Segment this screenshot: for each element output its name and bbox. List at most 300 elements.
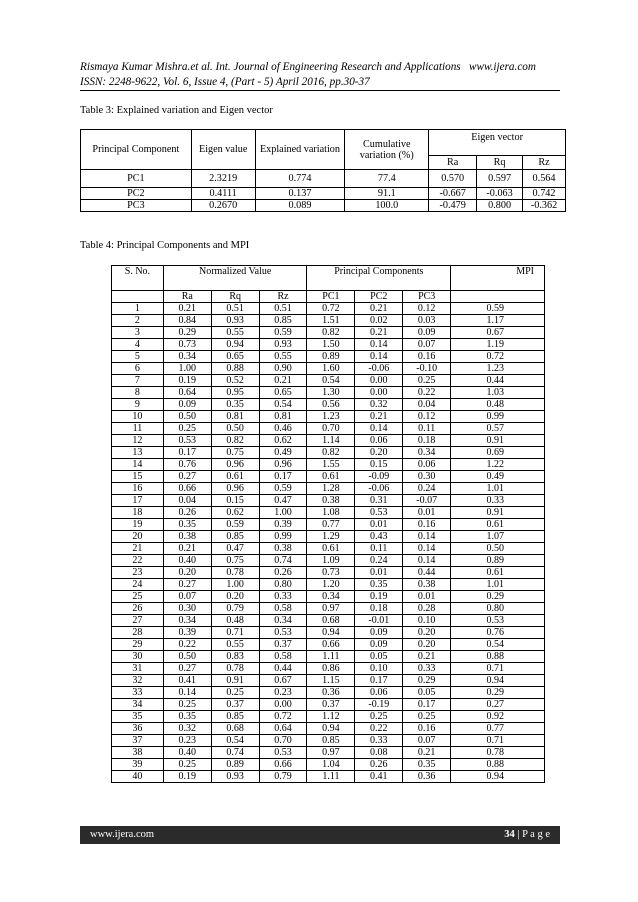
- table-cell: 0.26: [355, 759, 403, 771]
- table-cell: 0.62: [259, 435, 307, 447]
- table-row: [112, 471, 545, 483]
- table-cell: 0.00: [259, 699, 307, 711]
- table-cell: 0.89: [307, 351, 355, 363]
- table-cell: 1.23: [307, 411, 355, 423]
- table-cell: 0.19: [163, 771, 211, 783]
- table-cell: 0.83: [211, 651, 259, 663]
- table-cell: -0.07: [403, 495, 451, 507]
- table-cell: 0.76: [163, 459, 211, 471]
- table-cell: 0.27: [163, 579, 211, 591]
- table-row: [112, 435, 545, 447]
- table-cell: 0.50: [163, 651, 211, 663]
- table-cell: 0.35: [163, 519, 211, 531]
- table-cell: 0.85: [307, 735, 355, 747]
- table-row: [112, 363, 545, 375]
- table-row: [81, 188, 566, 200]
- table-cell: 0.05: [403, 687, 451, 699]
- table-cell: 1.23: [451, 363, 545, 375]
- table-cell: 0.089: [255, 200, 345, 212]
- table-cell: 0.597: [477, 170, 523, 188]
- th-pc3: PC3: [403, 291, 451, 303]
- table-cell: 0.82: [307, 447, 355, 459]
- table-cell: 0.09: [403, 327, 451, 339]
- table-row: [112, 615, 545, 627]
- header-divider: [80, 90, 560, 91]
- th-empty: [451, 291, 545, 303]
- table-cell: 0.71: [451, 663, 545, 675]
- table-cell: 0.88: [451, 759, 545, 771]
- table-cell: 0.32: [355, 399, 403, 411]
- table-cell: 1: [112, 303, 164, 315]
- table-cell: 0.81: [211, 411, 259, 423]
- table-cell: 0.33: [403, 663, 451, 675]
- table-cell: PC2: [81, 188, 192, 200]
- table-cell: 22: [112, 555, 164, 567]
- table-cell: 0.91: [451, 507, 545, 519]
- table-cell: 0.09: [355, 639, 403, 651]
- table-cell: 0.31: [355, 495, 403, 507]
- table-cell: 0.92: [451, 711, 545, 723]
- table-cell: 0.00: [355, 387, 403, 399]
- table-cell: 0.67: [259, 675, 307, 687]
- table-row: [81, 200, 566, 212]
- table-row: [112, 675, 545, 687]
- table-cell: 0.30: [163, 603, 211, 615]
- table-cell: 0.21: [403, 651, 451, 663]
- table-row: [112, 483, 545, 495]
- table-cell: 0.29: [403, 675, 451, 687]
- th-ra: Ra: [163, 291, 211, 303]
- table-cell: 38: [112, 747, 164, 759]
- table-cell: 0.51: [211, 303, 259, 315]
- table-cell: 0.96: [211, 483, 259, 495]
- table-row: [112, 459, 545, 471]
- table-cell: 0.4111: [191, 188, 255, 200]
- table-row: [112, 651, 545, 663]
- table-cell: 1.50: [307, 339, 355, 351]
- table-cell: 18: [112, 507, 164, 519]
- table-cell: 1.00: [211, 579, 259, 591]
- table-cell: 0.72: [451, 351, 545, 363]
- table-cell: 0.21: [355, 411, 403, 423]
- table-cell: 0.07: [403, 339, 451, 351]
- table-cell: -0.06: [355, 363, 403, 375]
- citation-text: Rismaya Kumar Mishra.et al. Int. Journal of Engineering Research and Applications: [80, 61, 461, 73]
- table-cell: 0.40: [163, 747, 211, 759]
- table-cell: 0.78: [211, 567, 259, 579]
- table-cell: 0.93: [211, 771, 259, 783]
- table-row: [112, 339, 545, 351]
- table-cell: 0.75: [211, 447, 259, 459]
- table-cell: 30: [112, 651, 164, 663]
- table-row: [112, 747, 545, 759]
- table-cell: -0.10: [403, 363, 451, 375]
- table-cell: -0.479: [429, 200, 477, 212]
- table-cell: 0.14: [403, 543, 451, 555]
- table-cell: 0.74: [259, 555, 307, 567]
- table-cell: 14: [112, 459, 164, 471]
- table-cell: 0.44: [403, 567, 451, 579]
- table-cell: 0.47: [211, 543, 259, 555]
- table-cell: 0.91: [211, 675, 259, 687]
- table-cell: 0.21: [355, 303, 403, 315]
- table-cell: 0.34: [163, 615, 211, 627]
- table-cell: 0.17: [355, 675, 403, 687]
- table-cell: 0.14: [403, 531, 451, 543]
- table-cell: 40: [112, 771, 164, 783]
- table-cell: 0.11: [355, 543, 403, 555]
- table-cell: 0.22: [355, 723, 403, 735]
- th-pc2: PC2: [355, 291, 403, 303]
- citation-line: [80, 60, 560, 75]
- table-cell: 0.49: [259, 447, 307, 459]
- table-cell: 15: [112, 471, 164, 483]
- table-cell: 1.11: [307, 651, 355, 663]
- table-row: [112, 591, 545, 603]
- th-empty: [112, 291, 164, 303]
- table-cell: 0.14: [355, 351, 403, 363]
- table-cell: 34: [112, 699, 164, 711]
- table-cell: 0.59: [211, 519, 259, 531]
- table-cell: 0.53: [451, 615, 545, 627]
- table-row: [112, 531, 545, 543]
- th-cumulative-variation: Cumulative variation (%): [345, 130, 429, 170]
- table-cell: 0.56: [307, 399, 355, 411]
- table-cell: 0.41: [355, 771, 403, 783]
- table-cell: 25: [112, 591, 164, 603]
- table-cell: 0.66: [163, 483, 211, 495]
- table-cell: 0.97: [307, 747, 355, 759]
- table-cell: 0.70: [259, 735, 307, 747]
- table-cell: 0.91: [451, 435, 545, 447]
- table-cell: 1.09: [307, 555, 355, 567]
- table-cell: 0.51: [259, 303, 307, 315]
- table-cell: 0.54: [451, 639, 545, 651]
- table-row: [112, 735, 545, 747]
- table-cell: 0.77: [451, 723, 545, 735]
- table-cell: 0.14: [163, 687, 211, 699]
- th-normalized-value: Normalized Value: [163, 266, 307, 291]
- table-cell: 0.61: [451, 519, 545, 531]
- page-label: | P a g e: [517, 829, 550, 840]
- table-cell: 24: [112, 579, 164, 591]
- table-cell: 0.20: [355, 447, 403, 459]
- table-cell: 0.65: [259, 387, 307, 399]
- journal-header: [80, 60, 560, 89]
- table-cell: 23: [112, 567, 164, 579]
- page-footer: [80, 826, 560, 844]
- table-cell: 4: [112, 339, 164, 351]
- table-cell: 2.3219: [191, 170, 255, 188]
- table-cell: 0.38: [259, 543, 307, 555]
- table-cell: 0.21: [163, 543, 211, 555]
- table4: [111, 265, 545, 783]
- table-row: [112, 567, 545, 579]
- table-cell: 0.54: [259, 399, 307, 411]
- table-cell: 0.59: [451, 303, 545, 315]
- table-cell: 0.71: [451, 735, 545, 747]
- table-cell: 0.29: [163, 327, 211, 339]
- table-cell: 0.25: [403, 375, 451, 387]
- table-cell: 0.61: [307, 471, 355, 483]
- table-cell: 0.88: [451, 651, 545, 663]
- table-row: [112, 315, 545, 327]
- table-cell: 0.94: [211, 339, 259, 351]
- table-cell: 0.29: [451, 687, 545, 699]
- table-cell: 0.35: [211, 399, 259, 411]
- th-principal-component: Principal Component: [81, 130, 192, 170]
- table-cell: 0.40: [163, 555, 211, 567]
- table-cell: 0.90: [259, 363, 307, 375]
- table-row: [112, 711, 545, 723]
- table-cell: 0.53: [259, 627, 307, 639]
- table-cell: 10: [112, 411, 164, 423]
- table-cell: 0.88: [211, 363, 259, 375]
- table-cell: 0.75: [211, 555, 259, 567]
- table-cell: 91.1: [345, 188, 429, 200]
- table-cell: 0.54: [307, 375, 355, 387]
- table-cell: 0.77: [307, 519, 355, 531]
- table-cell: -0.667: [429, 188, 477, 200]
- table-cell: 0.55: [259, 351, 307, 363]
- table-cell: 5: [112, 351, 164, 363]
- table-cell: 0.61: [451, 567, 545, 579]
- table-cell: 0.24: [355, 555, 403, 567]
- table-cell: 0.32: [163, 723, 211, 735]
- table-cell: 0.52: [211, 375, 259, 387]
- table-cell: 0.09: [163, 399, 211, 411]
- table-cell: 0.39: [163, 627, 211, 639]
- table-cell: 1.11: [307, 771, 355, 783]
- page-number-label: [504, 826, 550, 844]
- table-row: [112, 543, 545, 555]
- table-cell: 1.07: [451, 531, 545, 543]
- table-cell: 0.25: [163, 759, 211, 771]
- th-mpi: MPI: [451, 266, 545, 291]
- table-cell: 1.28: [307, 483, 355, 495]
- table-row: [112, 663, 545, 675]
- table-cell: 0.36: [403, 771, 451, 783]
- table-cell: 0.07: [163, 591, 211, 603]
- table-cell: 0.17: [259, 471, 307, 483]
- table-row: [112, 495, 545, 507]
- table-cell: 19: [112, 519, 164, 531]
- table-cell: 0.19: [163, 375, 211, 387]
- table-cell: 39: [112, 759, 164, 771]
- table-cell: 0.14: [403, 555, 451, 567]
- table-cell: 0.36: [307, 687, 355, 699]
- table-cell: 0.39: [259, 519, 307, 531]
- table-cell: 0.21: [403, 747, 451, 759]
- table-cell: 3: [112, 327, 164, 339]
- table-cell: 2: [112, 315, 164, 327]
- th-principal-components: Principal Components: [307, 266, 451, 291]
- table-cell: 0.35: [163, 711, 211, 723]
- table-cell: 9: [112, 399, 164, 411]
- table-cell: 0.34: [259, 615, 307, 627]
- table-cell: 0.10: [403, 615, 451, 627]
- table-cell: 0.20: [403, 627, 451, 639]
- table-cell: 0.68: [211, 723, 259, 735]
- table-cell: 0.76: [451, 627, 545, 639]
- table-cell: 0.07: [403, 735, 451, 747]
- table-cell: 0.59: [259, 483, 307, 495]
- table-cell: 35: [112, 711, 164, 723]
- table-cell: 0.66: [259, 759, 307, 771]
- table-cell: 0.17: [403, 699, 451, 711]
- table-cell: 0.84: [163, 315, 211, 327]
- table-cell: 0.26: [163, 507, 211, 519]
- table-cell: PC1: [81, 170, 192, 188]
- table-cell: -0.19: [355, 699, 403, 711]
- table-cell: 0.26: [259, 567, 307, 579]
- table-cell: 0.27: [451, 699, 545, 711]
- table-row: [112, 387, 545, 399]
- table-cell: 0.50: [451, 543, 545, 555]
- table-cell: 0.25: [163, 423, 211, 435]
- table-cell: 27: [112, 615, 164, 627]
- table-cell: 7: [112, 375, 164, 387]
- table-cell: 0.06: [355, 687, 403, 699]
- table-cell: 0.20: [211, 591, 259, 603]
- table-cell: 0.25: [211, 687, 259, 699]
- table-cell: 0.82: [307, 327, 355, 339]
- table-cell: 1.51: [307, 315, 355, 327]
- table-cell: 0.06: [355, 435, 403, 447]
- table-row: [112, 687, 545, 699]
- table-row: [112, 639, 545, 651]
- table-cell: 0.16: [403, 519, 451, 531]
- table-cell: 36: [112, 723, 164, 735]
- table-cell: 0.16: [403, 351, 451, 363]
- table-row: [112, 399, 545, 411]
- table-cell: 0.12: [403, 303, 451, 315]
- table-cell: 32: [112, 675, 164, 687]
- table-cell: 0.94: [307, 627, 355, 639]
- table-cell: 0.58: [259, 651, 307, 663]
- table-row: [112, 423, 545, 435]
- table-cell: 0.94: [451, 771, 545, 783]
- table-row: [112, 603, 545, 615]
- table-cell: 0.04: [163, 495, 211, 507]
- table-cell: 0.33: [451, 495, 545, 507]
- table-cell: 0.570: [429, 170, 477, 188]
- table-cell: 0.37: [259, 639, 307, 651]
- table-cell: 0.41: [163, 675, 211, 687]
- table-row: [112, 375, 545, 387]
- table-cell: 0.27: [163, 471, 211, 483]
- table-cell: 0.57: [451, 423, 545, 435]
- table-cell: 0.79: [259, 771, 307, 783]
- table-cell: 1.00: [163, 363, 211, 375]
- table-cell: 0.11: [403, 423, 451, 435]
- table-cell: 1.30: [307, 387, 355, 399]
- table-cell: 0.18: [403, 435, 451, 447]
- table-row: [112, 411, 545, 423]
- table-cell: 1.15: [307, 675, 355, 687]
- table-cell: 0.73: [307, 567, 355, 579]
- table-cell: 0.55: [211, 639, 259, 651]
- table-row: [112, 507, 545, 519]
- table-cell: 17: [112, 495, 164, 507]
- table-cell: 0.20: [163, 567, 211, 579]
- table-cell: 0.78: [211, 663, 259, 675]
- table-cell: 37: [112, 735, 164, 747]
- table4-caption: Table 4: Principal Components and MPI: [80, 240, 250, 251]
- table-cell: 0.00: [355, 375, 403, 387]
- table-cell: 0.82: [211, 435, 259, 447]
- table-cell: 21: [112, 543, 164, 555]
- table-cell: 8: [112, 387, 164, 399]
- table-cell: 0.47: [259, 495, 307, 507]
- table-cell: 0.16: [403, 723, 451, 735]
- issn-line: ISSN: 2248-9622, Vol. 6, Issue 4, (Part - 5) April 2016, pp.30-37: [80, 75, 370, 88]
- table-row: [112, 759, 545, 771]
- table-cell: 0.64: [163, 387, 211, 399]
- header-url[interactable]: www.ijera.com: [469, 61, 536, 73]
- table-cell: 0.24: [403, 483, 451, 495]
- table-cell: 0.72: [259, 711, 307, 723]
- table-cell: 0.97: [307, 603, 355, 615]
- table-cell: 20: [112, 531, 164, 543]
- table-cell: 0.564: [523, 170, 566, 188]
- table-cell: 13: [112, 447, 164, 459]
- table-cell: 0.48: [451, 399, 545, 411]
- table-cell: 0.15: [355, 459, 403, 471]
- table-cell: 0.23: [259, 687, 307, 699]
- table-cell: 100.0: [345, 200, 429, 212]
- table-cell: 0.65: [211, 351, 259, 363]
- table-cell: 0.25: [355, 711, 403, 723]
- table-row: [112, 303, 545, 315]
- table-cell: 11: [112, 423, 164, 435]
- table-cell: 0.74: [211, 747, 259, 759]
- table-cell: 0.10: [355, 663, 403, 675]
- table-cell: 0.94: [451, 675, 545, 687]
- table-cell: 0.59: [259, 327, 307, 339]
- table-cell: 0.69: [451, 447, 545, 459]
- table-cell: 0.02: [355, 315, 403, 327]
- table-cell: 0.62: [211, 507, 259, 519]
- table-cell: 0.54: [211, 735, 259, 747]
- table-cell: 0.53: [259, 747, 307, 759]
- table-row: [81, 170, 566, 188]
- table-cell: 1.22: [451, 459, 545, 471]
- table-cell: 0.2670: [191, 200, 255, 212]
- table3: [80, 129, 566, 212]
- table-row: [112, 723, 545, 735]
- table-cell: 6: [112, 363, 164, 375]
- footer-url[interactable]: www.ijera.com: [90, 829, 155, 840]
- table-cell: 0.94: [307, 723, 355, 735]
- table-cell: 1.55: [307, 459, 355, 471]
- table-cell: 0.33: [355, 735, 403, 747]
- table-cell: 1.12: [307, 711, 355, 723]
- table-cell: 0.99: [259, 531, 307, 543]
- table-cell: 1.60: [307, 363, 355, 375]
- table-cell: 0.79: [211, 603, 259, 615]
- table-cell: 0.55: [211, 327, 259, 339]
- table-cell: 0.66: [307, 639, 355, 651]
- th-rq: Rq: [477, 156, 523, 170]
- table-row: [112, 555, 545, 567]
- table-cell: 0.80: [451, 603, 545, 615]
- table-cell: 1.29: [307, 531, 355, 543]
- table-cell: 0.35: [355, 579, 403, 591]
- th-eigen-value: Eigen value: [191, 130, 255, 170]
- table-cell: 0.85: [259, 315, 307, 327]
- table-cell: 0.85: [211, 711, 259, 723]
